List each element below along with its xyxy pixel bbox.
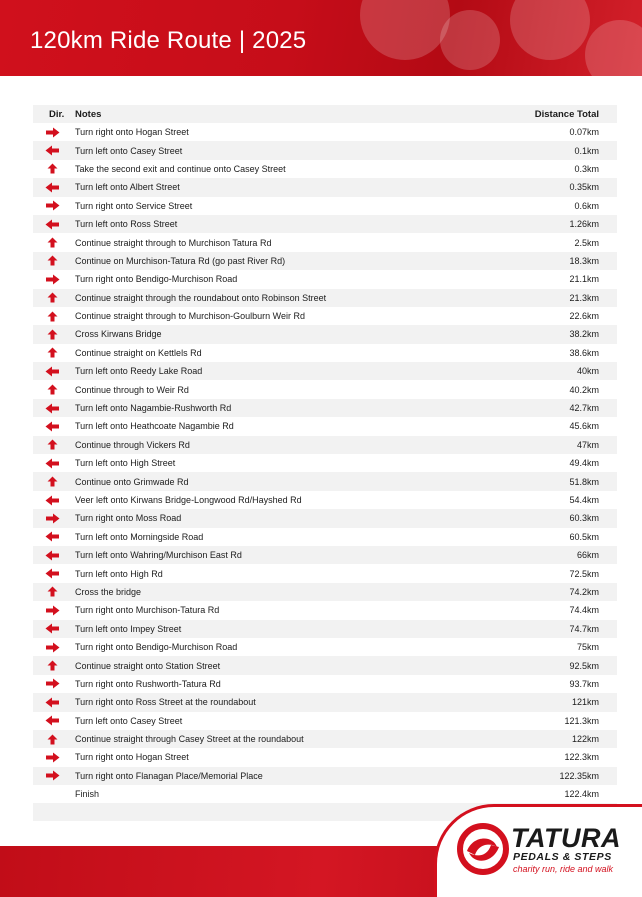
arrow-right-icon <box>45 678 60 689</box>
row-direction <box>33 237 71 248</box>
table-row <box>33 528 617 546</box>
row-distance: 121km <box>571 697 599 708</box>
row-distance: 122.4km <box>564 789 599 800</box>
table-row <box>33 583 617 601</box>
row-note: Continue on Murchison-Tatura Rd (go past River Rd) <box>75 255 286 266</box>
arrow-up-icon <box>45 347 60 358</box>
table-row <box>33 380 617 398</box>
row-direction <box>33 421 71 432</box>
row-note: Turn left onto Impey Street <box>75 623 182 634</box>
row-direction <box>33 403 71 414</box>
table-row <box>33 215 617 233</box>
header-notes: Notes <box>75 108 102 120</box>
row-distance: 74.2km <box>569 586 599 597</box>
row-note: Turn right onto Service Street <box>75 200 193 211</box>
row-direction <box>33 531 71 542</box>
arrow-left-icon <box>45 531 60 542</box>
row-note: Turn left onto High Street <box>75 458 176 469</box>
table-row <box>33 509 617 527</box>
table-row <box>33 620 617 638</box>
row-distance: 54.4km <box>569 495 599 505</box>
row-direction <box>33 347 71 358</box>
row-direction <box>33 366 71 377</box>
row-note: Turn left onto Morningside Road <box>75 531 204 542</box>
row-distance: 0.07km <box>569 127 599 138</box>
arrow-right-icon <box>45 605 60 616</box>
row-distance: 74.7km <box>569 623 599 634</box>
arrow-left-icon <box>45 550 60 561</box>
header-dir: Dir. <box>49 108 65 120</box>
arrow-right-icon <box>45 127 60 138</box>
row-note: Cross the bridge <box>75 586 142 597</box>
table-row <box>33 362 617 380</box>
row-note: Finish <box>75 789 100 800</box>
row-direction <box>33 605 71 616</box>
arrow-left-icon <box>45 715 60 726</box>
row-direction <box>33 752 71 763</box>
arrow-up-icon <box>45 329 60 340</box>
arrow-left-icon <box>45 145 60 156</box>
table-row <box>33 638 617 656</box>
row-note: Turn right onto Hogan Street <box>75 127 189 138</box>
row-distance: 49.4km <box>569 458 599 469</box>
table-header <box>33 105 617 123</box>
row-direction <box>33 495 71 506</box>
row-distance: 40km <box>576 366 599 377</box>
arrow-up-icon <box>45 292 60 303</box>
row-direction <box>33 292 71 303</box>
row-note: Continue straight onto Station Street <box>75 660 221 671</box>
table-row <box>33 712 617 730</box>
arrow-right-icon <box>45 274 60 285</box>
header-banner <box>0 0 642 76</box>
row-note: Continue straight through the roundabout onto Robinson Street <box>75 292 327 303</box>
table-row <box>33 656 617 674</box>
row-direction <box>33 200 71 211</box>
row-direction <box>33 623 71 634</box>
arrow-up-icon <box>45 311 60 322</box>
table-row <box>33 417 617 435</box>
table-row <box>33 730 617 748</box>
logo-tagline: charity run, ride and walk <box>513 864 614 874</box>
table-row <box>33 601 617 619</box>
row-distance: 72.5km <box>569 568 599 579</box>
row-distance: 0.35km <box>569 182 599 193</box>
logo-subtitle: PEDALS & STEPS <box>513 851 612 863</box>
row-note: Continue onto Grimwade Rd <box>75 476 189 487</box>
row-distance: 0.3km <box>574 163 599 174</box>
arrow-left-icon <box>45 568 60 579</box>
row-distance: 21.1km <box>569 274 599 285</box>
table-body <box>33 123 617 803</box>
swirl-logo-icon <box>457 821 509 877</box>
table-row <box>33 178 617 196</box>
row-distance: 0.6km <box>574 200 599 211</box>
row-distance: 38.6km <box>569 347 599 358</box>
row-note: Turn left onto Ross Street <box>75 219 178 230</box>
table-row <box>33 325 617 343</box>
row-distance: 75km <box>576 642 599 653</box>
row-distance: 2.5km <box>574 237 599 248</box>
row-note: Turn right onto Moss Road <box>75 513 182 524</box>
row-direction <box>33 219 71 230</box>
row-distance: 21.3km <box>569 292 599 303</box>
row-note: Turn right onto Hogan Street <box>75 752 189 763</box>
table-row <box>33 270 617 288</box>
table-row <box>33 472 617 490</box>
arrow-up-icon <box>45 476 60 487</box>
row-direction <box>33 255 71 266</box>
row-note: Turn right onto Murchison-Tatura Rd <box>75 605 220 616</box>
row-note: Turn left onto Heathcoate Nagambie Rd <box>75 421 234 432</box>
table-row <box>33 785 617 803</box>
row-note: Continue straight through to Murchison Tatura Rd <box>75 237 272 248</box>
table-row <box>33 344 617 362</box>
row-direction <box>33 163 71 174</box>
row-distance: 0.1km <box>574 145 599 156</box>
tatura-logo <box>434 804 642 897</box>
row-distance: 40.2km <box>569 384 599 395</box>
table-row <box>33 546 617 564</box>
logo-name: TATURA <box>511 823 621 853</box>
row-note: Turn left onto Casey Street <box>75 145 183 156</box>
row-direction <box>33 513 71 524</box>
table-row <box>33 399 617 417</box>
row-note: Continue straight through to Murchison-Goulburn Weir Rd <box>75 311 305 322</box>
row-note: Cross Kirwans Bridge <box>75 329 162 340</box>
table-row <box>33 160 617 178</box>
arrow-left-icon <box>45 403 60 414</box>
row-note: Continue through to Weir Rd <box>75 384 189 395</box>
row-direction <box>33 568 71 579</box>
row-direction <box>33 715 71 726</box>
table-row <box>33 564 617 582</box>
arrow-up-icon <box>45 384 60 395</box>
row-distance: 74.4km <box>569 605 599 616</box>
row-distance: 122km <box>571 734 599 745</box>
row-distance: 22.6km <box>569 311 599 322</box>
row-note: Turn right onto Ross Street at the roundabout <box>75 697 256 708</box>
row-direction <box>33 642 71 653</box>
row-distance: 38.2km <box>569 329 599 340</box>
table-row <box>33 141 617 159</box>
row-note: Veer left onto Kirwans Bridge-Longwood Rd/Hayshed Rd <box>75 495 302 505</box>
row-direction <box>33 384 71 395</box>
row-direction <box>33 458 71 469</box>
row-direction <box>33 697 71 708</box>
arrow-left-icon <box>45 458 60 469</box>
row-note: Turn left onto Nagambie-Rushworth Rd <box>75 403 232 414</box>
row-note: Turn left onto High Rd <box>75 568 163 579</box>
table-row <box>33 454 617 472</box>
arrow-up-icon <box>45 255 60 266</box>
arrow-up-icon <box>45 439 60 450</box>
table-row <box>33 748 617 766</box>
table-row <box>33 436 617 454</box>
row-direction <box>33 678 71 689</box>
row-distance: 122.3km <box>564 752 599 763</box>
row-direction <box>33 182 71 193</box>
table-row <box>33 693 617 711</box>
arrow-up-icon <box>45 237 60 248</box>
row-direction <box>33 145 71 156</box>
row-distance: 47km <box>576 439 599 450</box>
row-distance: 42.7km <box>569 403 599 414</box>
row-direction <box>33 476 71 487</box>
row-note: Turn right onto Bendigo-Murchison Road <box>75 642 238 653</box>
row-direction <box>33 660 71 671</box>
row-direction <box>33 274 71 285</box>
row-direction <box>33 329 71 340</box>
table-row <box>33 307 617 325</box>
row-note: Turn right onto Bendigo-Murchison Road <box>75 274 238 285</box>
table-row <box>33 252 617 270</box>
table-row <box>33 491 617 509</box>
row-distance: 92.5km <box>569 660 599 671</box>
table-row <box>33 767 617 785</box>
arrow-left-icon <box>45 219 60 230</box>
arrow-up-icon <box>45 660 60 671</box>
arrow-left-icon <box>45 623 60 634</box>
row-note: Continue straight through Casey Street at the roundabout <box>75 734 304 745</box>
route-table <box>33 105 617 821</box>
arrow-up-icon <box>45 734 60 745</box>
arrow-right-icon <box>45 752 60 763</box>
table-row <box>33 123 617 141</box>
row-distance: 45.6km <box>569 421 599 432</box>
row-distance: 93.7km <box>569 678 599 689</box>
arrow-left-icon <box>45 366 60 377</box>
arrow-up-icon <box>45 163 60 174</box>
row-note: Turn left onto Wahring/Murchison East Rd <box>75 550 242 561</box>
row-direction <box>33 550 71 561</box>
row-direction <box>33 127 71 138</box>
row-note: Turn right onto Rushworth-Tatura Rd <box>75 678 221 689</box>
arrow-left-icon <box>45 697 60 708</box>
arrow-right-icon <box>45 770 60 781</box>
row-distance: 60.5km <box>569 531 599 542</box>
row-note: Take the second exit and continue onto Casey Street <box>75 163 286 174</box>
row-direction <box>33 770 71 781</box>
row-distance: 122.35km <box>559 770 599 781</box>
arrow-left-icon <box>45 421 60 432</box>
arrow-right-icon <box>45 513 60 524</box>
row-note: Turn left onto Reedy Lake Road <box>75 366 203 377</box>
page-title: 120km Ride Route | 2025 <box>30 27 307 54</box>
arrow-right-icon <box>45 642 60 653</box>
row-distance: 18.3km <box>569 255 599 266</box>
row-distance: 121.3km <box>564 715 599 726</box>
row-note: Continue straight on Kettlels Rd <box>75 347 202 358</box>
row-note: Turn left onto Casey Street <box>75 715 183 726</box>
row-distance: 51.8km <box>569 476 599 487</box>
row-distance: 66km <box>576 550 599 561</box>
row-direction <box>33 311 71 322</box>
table-row <box>33 675 617 693</box>
header-distance: Distance Total <box>534 108 599 120</box>
arrow-left-icon <box>45 182 60 193</box>
table-row <box>33 233 617 251</box>
row-note: Turn right onto Flanagan Place/Memorial Place <box>75 770 263 781</box>
row-note: Turn left onto Albert Street <box>75 182 180 193</box>
table-row <box>33 289 617 307</box>
row-direction <box>33 586 71 597</box>
arrow-left-icon <box>45 495 60 506</box>
arrow-right-icon <box>45 200 60 211</box>
row-note: Continue through Vickers Rd <box>75 439 190 450</box>
arrow-up-icon <box>45 586 60 597</box>
row-distance: 60.3km <box>569 513 599 524</box>
row-direction <box>33 439 71 450</box>
row-direction <box>33 734 71 745</box>
table-row <box>33 197 617 215</box>
row-distance: 1.26km <box>569 219 599 230</box>
